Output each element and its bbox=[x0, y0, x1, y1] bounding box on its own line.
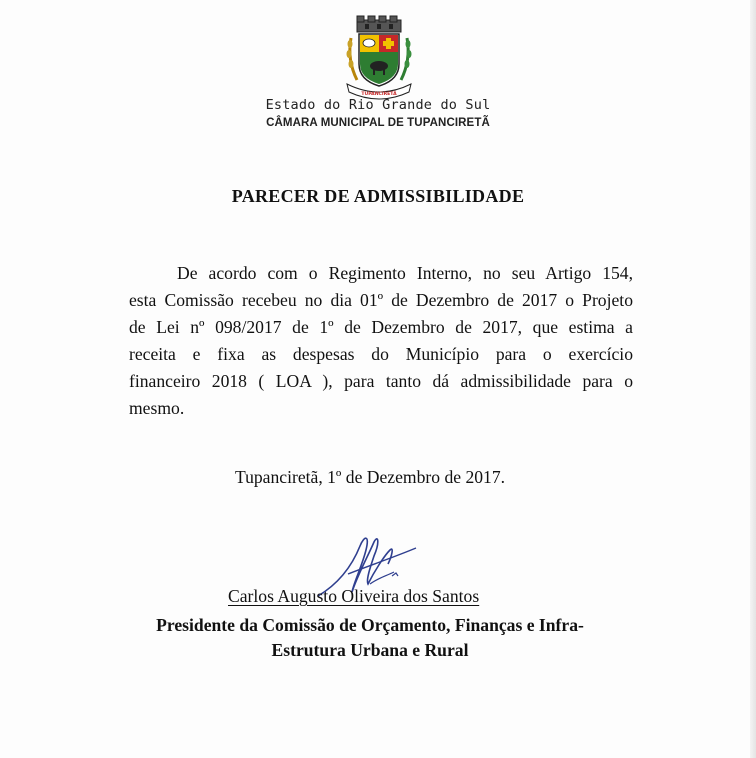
crown-icon bbox=[357, 16, 401, 32]
municipal-coat-of-arms-icon bbox=[343, 14, 415, 102]
body-line: mesmo. bbox=[129, 398, 185, 418]
signer-role bbox=[0, 613, 740, 663]
shield-icon bbox=[359, 34, 399, 86]
body-line: De acordo com o Regimento Interno, no seu Artigo 154, bbox=[177, 263, 633, 283]
signer-name: Carlos Augusto Oliveira dos Santos bbox=[228, 586, 480, 606]
body-paragraph bbox=[129, 260, 633, 422]
body-line: de Lei nº 098/2017 de 1º de Dezembro de 2017, que estima a bbox=[129, 317, 633, 337]
state-name: Estado do Rio Grande do Sul bbox=[265, 97, 491, 113]
place-and-date: Tupanciretã, 1º de Dezembro de 2017. bbox=[234, 467, 506, 487]
body-line: financeiro 2018 ( LOA ), para tanto dá admissibilidade para o bbox=[129, 371, 633, 391]
svg-text:TUPANCIRETÃ: TUPANCIRETÃ bbox=[361, 92, 397, 97]
signer-role-line: Estrutura Urbana e Rural bbox=[271, 640, 469, 660]
body-line: receita e fixa as despesas do Município para o exercício bbox=[129, 344, 633, 364]
scan-edge bbox=[750, 0, 756, 758]
body-line: esta Comissão recebeu no dia 01º de Dezembro de 2017 o Projeto bbox=[129, 290, 633, 310]
document-title: PARECER DE ADMISSIBILIDADE bbox=[231, 186, 525, 206]
signer-role-line: Presidente da Comissão de Orçamento, Finanças e Infra- bbox=[156, 615, 584, 635]
chamber-name: CÂMARA MUNICIPAL DE TUPANCIRETÃ bbox=[266, 117, 490, 129]
